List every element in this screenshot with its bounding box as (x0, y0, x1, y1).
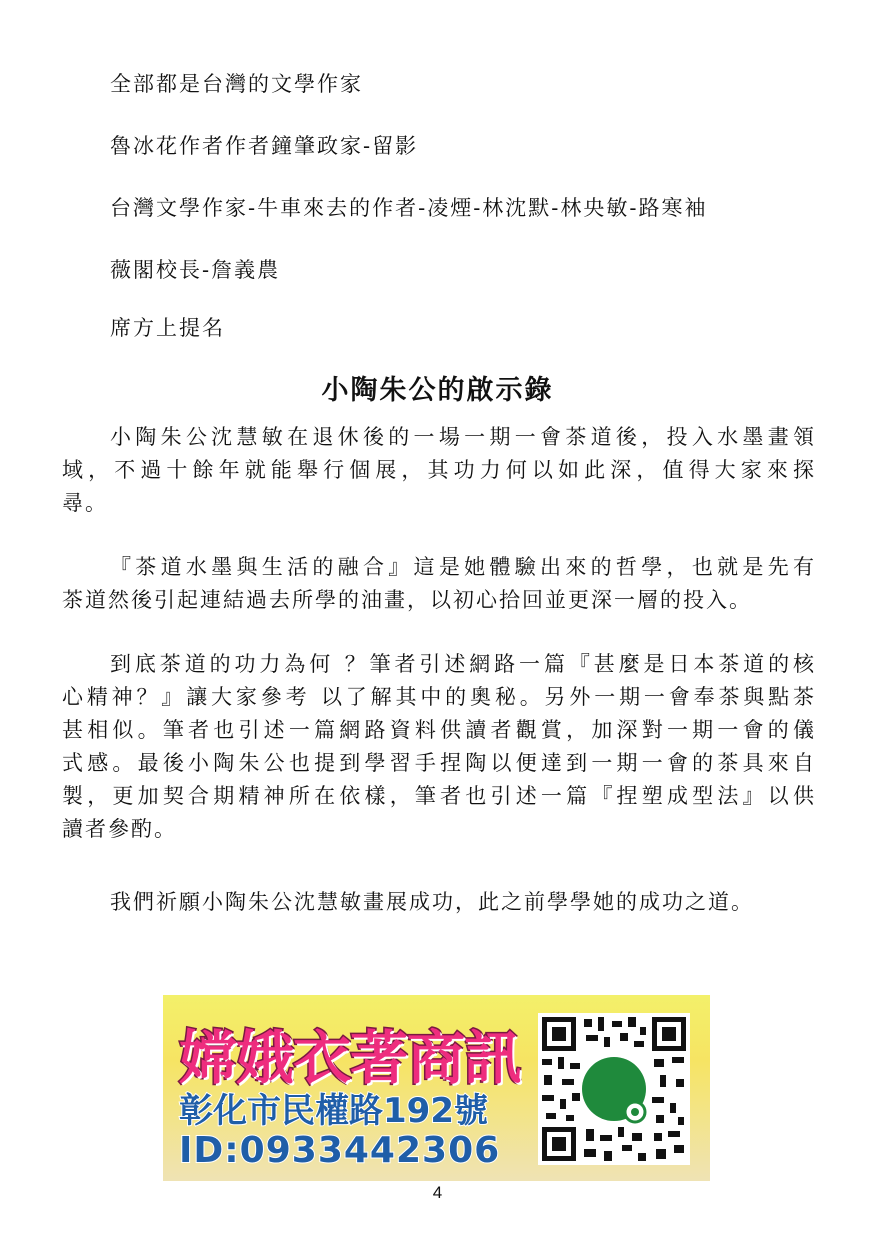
paragraph-line: 到底茶道的功力為何 ？筆者引述網路一篇『甚麼是日本茶道的核 (110, 652, 816, 676)
paragraph-line: 尋。 (62, 491, 108, 515)
line-3: 台灣文學作家-牛車來去的作者-凌煙-林沈默-林央敏-路寒袖 (110, 196, 708, 220)
banner-shop-name: 嫦娥衣著商訊 (179, 1024, 522, 1092)
paragraph-line: 心精神？』讓大家參考 以了解其中的奧秘。另外一期一會奉茶與點茶 (62, 685, 816, 709)
paragraph-line: 我們祈願小陶朱公沈慧敏畫展成功，此之前學學她的成功之道。 (110, 890, 754, 914)
paragraph-line: 域，不過十餘年就能舉行個展，其功力何以如此深，值得大家來探 (62, 458, 816, 482)
page-number: 4 (432, 1183, 443, 1202)
ad-banner (163, 995, 710, 1181)
banner-address: 彰化市民權路192號 (179, 1091, 488, 1131)
line-1: 全部都是台灣的文學作家 (110, 72, 363, 96)
line-4: 薇閣校長-詹義農 (110, 258, 281, 282)
paragraph-line: 讀者參酌。 (62, 817, 177, 841)
paragraph-line: 製，更加契合期精神所在依樣，筆者也引述一篇『捏塑成型法』以供 (62, 784, 816, 808)
paragraph-line: 甚相似。筆者也引述一篇網路資料供讀者觀賞，加深對一期一會的儀 (62, 718, 816, 742)
paragraph-4 (62, 886, 816, 919)
paragraph-line: 『茶道水墨與生活的融合』這是她體驗出來的哲學，也就是先有 (110, 555, 816, 579)
banner-id: ID:0933442306 (179, 1130, 501, 1171)
paragraph-2 (62, 551, 816, 617)
paragraph-line: 茶道然後引起連結過去所學的油畫，以初心拾回並更深一層的投入。 (62, 588, 752, 612)
line-2: 魯冰花作者作者鐘肇政家-留影 (110, 134, 419, 158)
line-5: 席方上提名 (110, 316, 225, 340)
paragraph-line: 式感。最後小陶朱公也提到學習手捏陶以便達到一期一會的茶具來自 (62, 751, 816, 775)
paragraph-1 (62, 421, 816, 520)
paragraph-line: 小陶朱公沈慧敏在退休後的一場一期一會茶道後，投入水墨畫領 (110, 425, 816, 449)
qr-code-icon (538, 1013, 690, 1165)
paragraph-3 (62, 648, 816, 846)
section-title: 小陶朱公的啟示錄 (321, 375, 554, 406)
